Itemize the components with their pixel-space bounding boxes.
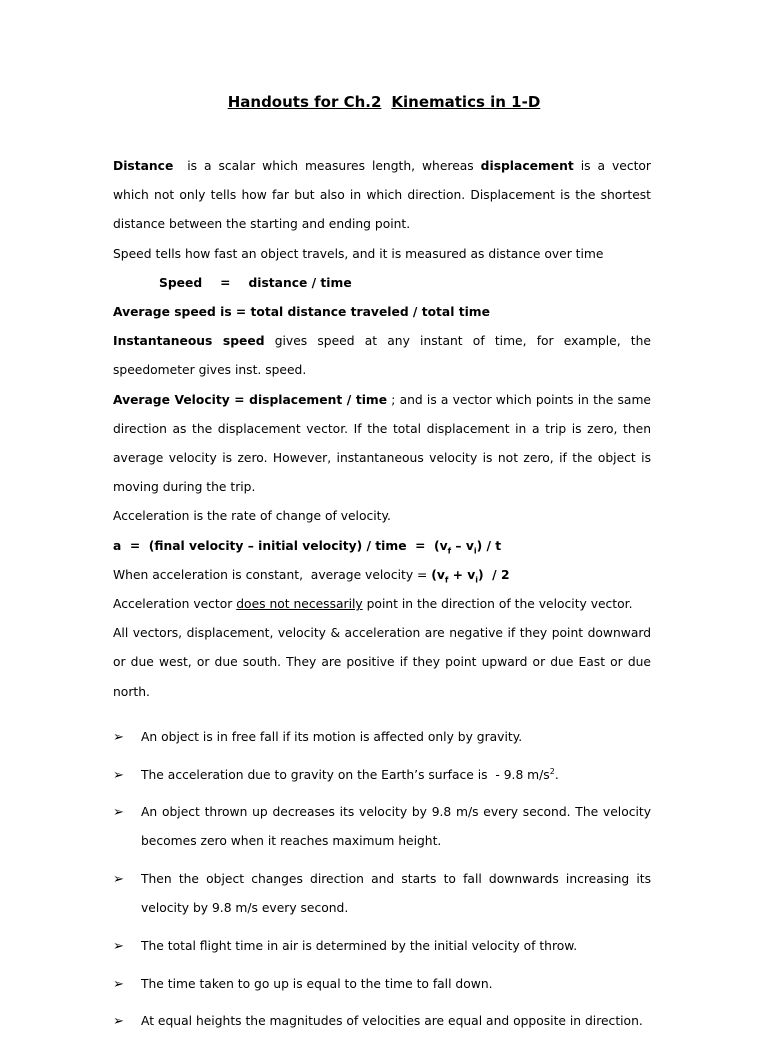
arrowhead-bullet-icon: ➢ [113, 939, 124, 955]
acceleration-formula-sub-i: i [473, 546, 477, 556]
arrowhead-bullet-icon: ➢ [113, 1014, 124, 1030]
constant-acceleration-line [113, 561, 651, 590]
displacement-term: displacement [480, 159, 574, 173]
bullet-text: An object thrown up decreases its velocity by 9.8 m/s every second. The velocity becomes zero when it reaches maximum height. [141, 805, 651, 849]
const-accel-sub-i: i [475, 575, 478, 585]
list-item [113, 932, 651, 961]
bullet-text: Then the object changes direction and starts to fall downwards increasing its velocity by 9.8 m/s every second. [141, 872, 651, 916]
const-accel-part-1: (v [431, 567, 445, 582]
page-title [0, 93, 768, 111]
list-item [113, 865, 651, 923]
bullet-text: The total flight time in air is determined by the initial velocity of throw. [141, 939, 578, 954]
acceleration-vector-line [113, 590, 651, 619]
distance-paragraph [113, 152, 651, 240]
bullet-superscript: 2 [549, 766, 555, 776]
vectors-sign-paragraph: All vectors, displacement, velocity & acceleration are negative if they point downward or due west, or due south. They are positive if they point upward or due East or due north. [113, 626, 651, 699]
speed-formula [113, 269, 651, 298]
title-part-1: Handouts for Ch.2 [227, 93, 382, 111]
list-item [113, 761, 651, 790]
acceleration-vector-text-1: Acceleration vector [113, 597, 237, 612]
title-part-2: Kinematics in 1-D [391, 93, 541, 111]
const-accel-part-2: + v [448, 567, 476, 582]
list-item [113, 798, 651, 856]
arrowhead-bullet-icon: ➢ [113, 805, 124, 821]
free-fall-bullet-list [113, 723, 651, 1037]
bullet-text: An object is in free fall if its motion is affected only by gravity. [141, 729, 523, 744]
list-item [113, 723, 651, 752]
arrowhead-bullet-icon: ➢ [113, 872, 124, 888]
acceleration-formula [113, 532, 651, 561]
bullet-text: The acceleration due to gravity on the Earth’s surface is - 9.8 m/s [141, 767, 550, 782]
acceleration-vector-text-2: point in the direction of the velocity vector. [362, 597, 633, 612]
acceleration-formula-mid: – v [451, 538, 474, 553]
list-item [113, 1007, 651, 1036]
bullet-text: At equal heights the magnitudes of velocities are equal and opposite in direction. [141, 1014, 643, 1029]
constant-acceleration-text: When acceleration is constant, average velocity = [113, 567, 432, 582]
speed-formula-rhs: distance / time [248, 275, 352, 290]
acceleration-definition: Acceleration is the rate of change of velocity. [113, 509, 391, 524]
list-item [113, 970, 651, 999]
distance-term: Distance [113, 159, 174, 173]
instantaneous-speed-term: Instantaneous speed [113, 334, 265, 349]
instantaneous-speed-text: gives speed at any instant of time, for example, the speedometer gives inst. speed. [113, 334, 651, 378]
arrowhead-bullet-icon: ➢ [113, 976, 124, 992]
acceleration-vector-underlined: does not necessarily [236, 597, 363, 612]
average-velocity-paragraph [113, 386, 651, 503]
speed-paragraph: Speed tells how fast an object travels, and it is measured as distance over time [113, 246, 604, 261]
acceleration-formula-text: a = (final velocity – initial velocity) / time = (v [113, 538, 448, 553]
distance-text-2: is a vector which not only tells how far but also in which direction. Displacement is the shortest distance between the starting and ending point. [113, 159, 651, 232]
arrowhead-bullet-icon: ➢ [113, 767, 124, 783]
instantaneous-speed-paragraph [113, 327, 651, 385]
handout-body [113, 152, 651, 1045]
const-accel-sub-f: f [444, 575, 449, 585]
speed-formula-eq: = [220, 275, 231, 290]
arrowhead-bullet-icon: ➢ [113, 729, 124, 745]
speed-formula-lhs: Speed [159, 275, 203, 290]
average-speed-line: Average speed is = total distance traveled / total time [113, 305, 490, 320]
average-velocity-text: ; and is a vector which points in the same direction as the displacement vector. If the total displacement in a trip is zero, then average velocity is zero. However, instantaneous velocity is not zero, if the object is moving during the trip. [113, 392, 652, 495]
acceleration-formula-end: ) / t [476, 538, 502, 553]
constant-acceleration-formula [431, 567, 510, 585]
acceleration-formula-sub-f: f [447, 546, 452, 556]
distance-text-1: is a scalar which measures length, whereas [173, 159, 481, 173]
bullet-text-end: . [554, 767, 559, 782]
const-accel-part-3: ) / 2 [478, 567, 510, 582]
bullet-text: The time taken to go up is equal to the time to fall down. [141, 976, 493, 991]
average-velocity-term: Average Velocity = displacement / time [113, 392, 388, 407]
